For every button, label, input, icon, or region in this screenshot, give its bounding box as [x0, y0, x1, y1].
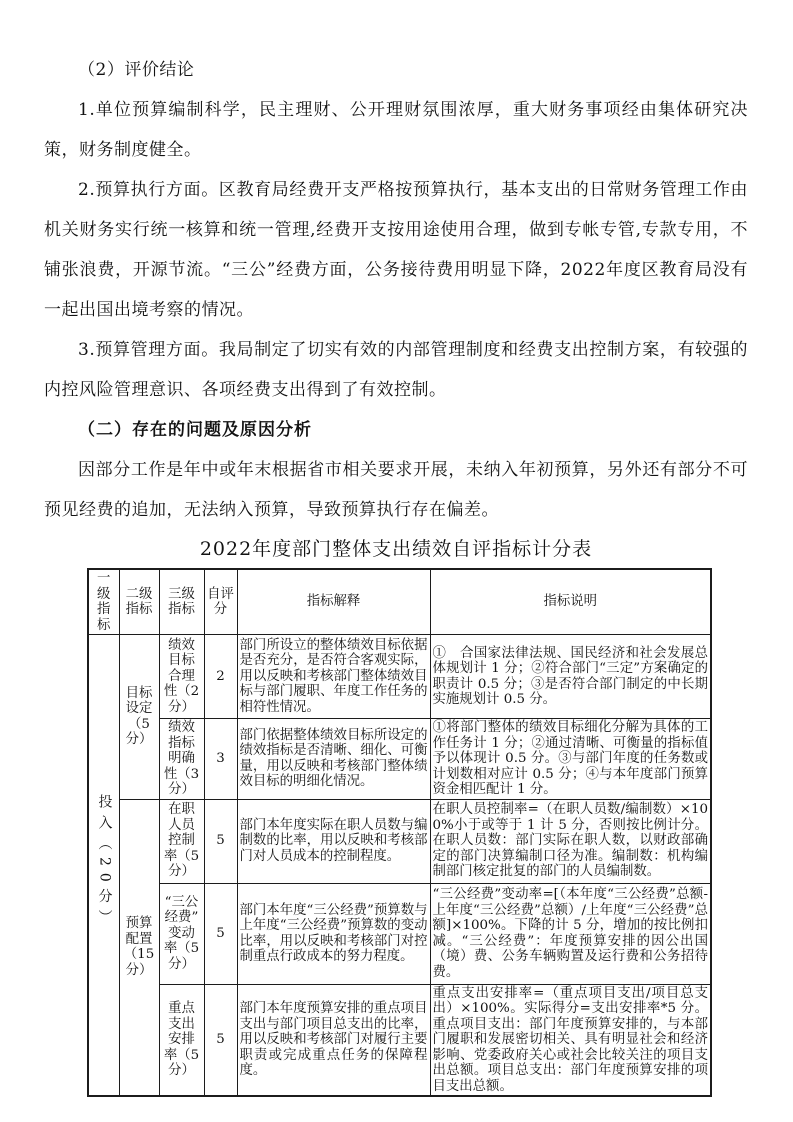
header-level1-indicator: 一级指标	[88, 569, 119, 635]
paragraph-budget-science: 1.单位预算编制科学，民主理财、公开理财氛围浓厚，重大财务事项经由集体研究决策，财务制度健全。	[44, 100, 748, 160]
header-self-score: 自评分	[204, 569, 237, 635]
cell-score: 3	[204, 719, 237, 800]
table-row	[88, 799, 711, 883]
cell-level2-goal-setting: 目标设定（5分）	[119, 635, 159, 800]
level1-indicator-label: 投入（20分）	[96, 794, 113, 932]
table-header-row	[88, 569, 711, 635]
table-row	[88, 635, 711, 719]
self-evaluation-score-table	[87, 568, 712, 1097]
paragraph-budget-management: 3.预算管理方面。我局制定了切实有效的内部管理制度和经费支出控制方案，有较强的内控风险管理意识、各项经费支出得到了有效控制。	[44, 340, 748, 400]
paragraph-problems-analysis: 因部分工作是年中或年末根据省市相关要求开展，未纳入年初预算，另外还有部分不可预见经费的追加，无法纳入预算，导致预算执行存在偏差。	[44, 460, 748, 520]
header-indicator-explanation: 指标解释	[237, 569, 430, 635]
table-row	[88, 883, 711, 984]
cell-explanation: 部门本年度实际在职人员数与编制数的比率，用以反映和考核部门对人员成本的控制程度。	[237, 799, 430, 883]
cell-explanation: 部门本年度“三公经费”预算数与上年度“三公经费”预算数的变动比率，用以反映和考核部门对控制重点行政成本的努力程度。	[237, 883, 430, 984]
cell-level3: “三公经费”变动率（5分）	[159, 883, 204, 984]
cell-level3: 重点支出安排率（5分）	[159, 984, 204, 1096]
cell-level2-budget-allocation: 预算配置（15分）	[119, 799, 159, 1096]
cell-explanation: 部门本年度预算安排的重点项目支出与部门项目总支出的比率，用以反映和考核部门对履行主要职责或完成重点任务的保障程度。	[237, 984, 430, 1096]
cell-level3: 绩效目标合理性（2分）	[159, 635, 204, 719]
heading-eval-conclusion: （2）评价结论	[78, 60, 195, 80]
header-level2-indicator: 二级指标	[119, 569, 159, 635]
cell-description: ① 合国家法律法规、国民经济和社会发展总体规划计 1 分；②符合部门“三定”方案确定的职责计 0.5 分；③是否符合部门制定的中长期实施规划计 0.5 分。	[430, 635, 711, 719]
cell-description: “三公经费”变动率=[（本年度“三公经费”总额-上年度“三公经费”总额）/上年度“三公经费”总额]×100%。下降的计 5 分，增加的按比例扣减。“三公经费”：年度预算安排的因公出国（境）费、公务车辆购置及运行费和公务招待费。	[430, 883, 711, 984]
cell-level1-input	[88, 635, 119, 1097]
header-indicator-description: 指标说明	[430, 569, 711, 635]
table-row	[88, 984, 711, 1096]
table-row	[88, 719, 711, 800]
score-table-title: 2022年度部门整体支出绩效自评指标计分表	[199, 538, 593, 560]
cell-level3: 在职人员控制率（5分）	[159, 799, 204, 883]
cell-score: 2	[204, 635, 237, 719]
cell-explanation: 部门所设立的整体绩效目标依据是否充分，是否符合客观实际，用以反映和考核部门整体绩效目标与部门履职、年度工作任务的相符性情况。	[237, 635, 430, 719]
cell-description: 重点支出安排率=（重点项目支出/项目总支出）×100%。实际得分=支出安排率*5 分。重点项目支出：部门年度预算安排的，与本部门履职和发展密切相关、具有明显社会和经济影响、党委政府关心或社会比较关注的项目支出总额。项目总支出：部门年度预算安排的项目支出总额。	[430, 984, 711, 1096]
cell-explanation: 部门依据整体绩效目标所设定的绩效指标是否清晰、细化、可衡量，用以反映和考核部门整体绩效目标的明细化情况。	[237, 719, 430, 800]
header-level3-indicator: 三级指标	[159, 569, 204, 635]
cell-description: 在职人员控制率=（在职人员数/编制数）×100%小于或等于 1 计 5 分，否则按比例计分。在职人员数：部门实际在职人数，以财政部确定的部门决算编制口径为准。编制数：机构编制部门核定批复的部门的人员编制数。	[430, 799, 711, 883]
cell-description: ①将部门整体的绩效目标细化分解为具体的工作任务计 1 分；②通过清晰、可衡量的指标值予以体现计 0.5 分。③与部门年度的任务数或计划数相对应计 0.5 分；④与本年度部门预算资金相匹配计 1 分。	[430, 719, 711, 800]
cell-score: 5	[204, 984, 237, 1096]
paragraph-budget-execution: 2.预算执行方面。区教育局经费开支严格按预算执行，基本支出的日常财务管理工作由机关财务实行统一核算和统一管理,经费开支按用途使用合理，做到专帐专管,专款专用，不铺张浪费，开源节流。“三公”经费方面，公务接待费用明显下降，2022年度区教育局没有一起出国出境考察的情况。	[44, 180, 748, 320]
cell-score: 5	[204, 883, 237, 984]
cell-score: 5	[204, 799, 237, 883]
cell-level3: 绩效指标明确性（3分）	[159, 719, 204, 800]
heading-problems-analysis: （二）存在的问题及原因分析	[78, 420, 312, 440]
